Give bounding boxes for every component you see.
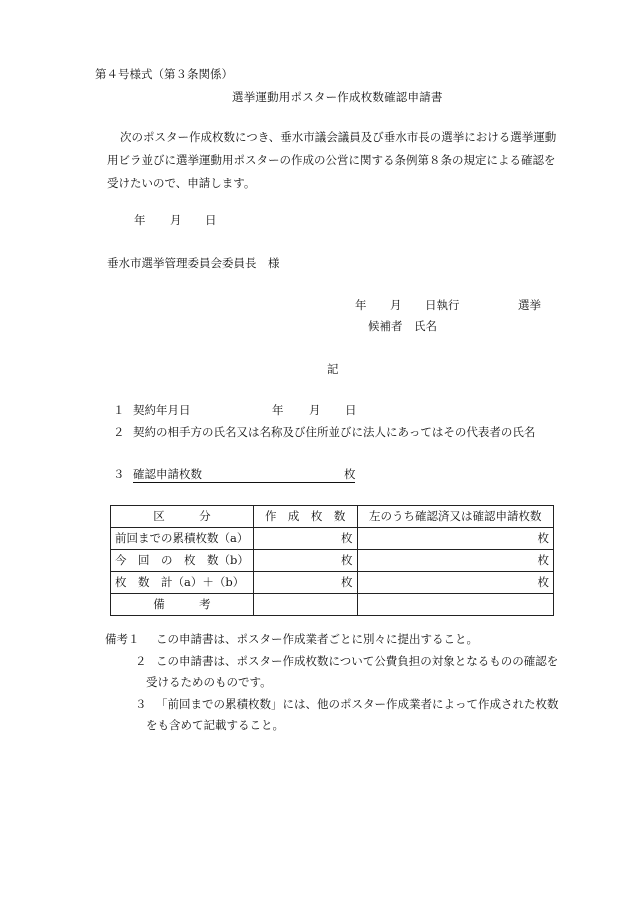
election-label: 選挙 [518,298,541,312]
table-header-row [111,506,554,528]
table-header-created-count: 作 成 枚 数 [253,506,357,528]
row-confirmed-cell: 枚 [357,572,554,594]
row-label: 備 考 [111,594,254,616]
row-confirmed-cell [357,594,554,616]
note-3-line-1: 「前回までの累積枚数」には、他のポスター作成業者によって作成された枚数 [156,697,559,711]
item-2-label: 契約の相手方の氏名又は名称及び住所並びに法人にあってはその代表者の氏名 [133,425,536,439]
intro-line-2: 用ビラ並びに選挙運動用ポスターの作成の公営に関する条例第８条の規定による確認を [107,153,556,167]
table-row [111,572,554,594]
item-1-year: 年 [272,403,284,417]
item-2-number: ２ [113,425,125,439]
row-created-cell: 枚 [253,550,357,572]
table-header-confirmed-count: 左のうち確認済又は確認申請枚数 [357,506,554,528]
intro-line-1: 次のポスター作成枚数につき、垂水市議会議員及び垂水市長の選挙における選挙運動 [120,130,557,144]
table-row [111,528,554,550]
note-1-text: この申請書は、ポスター作成業者ごとに別々に提出すること。 [156,632,478,646]
table-row [111,550,554,572]
intro-line-3: 受けたいので、申請します。 [107,176,256,190]
row-created-cell: 枚 [253,528,357,550]
note-2-line-1: この申請書は、ポスター作成枚数について公費負担の対象となるものの確認を [156,654,559,668]
row-created-cell: 枚 [253,572,357,594]
table-header-category: 区 分 [111,506,254,528]
sheet-count-table [110,505,554,616]
note-2-line-2: 受けるためのものです。 [146,675,272,689]
row-confirmed-cell: 枚 [357,550,554,572]
row-label: 枚 数 計（a）＋（b） [111,572,254,594]
row-confirmed-cell: 枚 [357,528,554,550]
item-3-unit: 枚 [344,467,356,481]
table-row [111,594,554,616]
note-3-number: ３ [135,697,147,711]
item-1-number: １ [113,403,125,417]
candidate-name-label: 候補者 氏名 [368,319,437,333]
row-label: 今 回 の 枚 数（b） [111,550,254,572]
election-month-label: 月 [390,298,402,312]
election-year-label: 年 [355,298,367,312]
election-day-exec-label: 日執行 [425,298,460,312]
row-created-cell [253,594,357,616]
item-3-underline [133,482,355,483]
page-title: 選挙運動用ポスター作成枚数確認申請書 [232,90,443,104]
date-year-label: 年 [134,213,146,227]
date-month-label: 月 [170,213,182,227]
ki-heading: 記 [327,362,339,376]
addressee: 垂水市選挙管理委員会委員長 様 [107,256,280,270]
item-3-label: 確認申請枚数 [133,467,202,481]
form-number: 第４号様式（第３条関係） [95,67,233,81]
note-2-number: ２ [135,654,147,668]
item-3-number: ３ [113,467,125,481]
item-1-label: 契約年月日 [133,403,191,417]
note-1-prefix: 備考１ [105,632,140,646]
item-1-day: 日 [345,403,357,417]
item-1-month: 月 [309,403,321,417]
row-label: 前回までの累積枚数（a） [111,528,254,550]
date-day-label: 日 [205,213,217,227]
note-3-line-2: をも含めて記載すること。 [146,718,284,732]
